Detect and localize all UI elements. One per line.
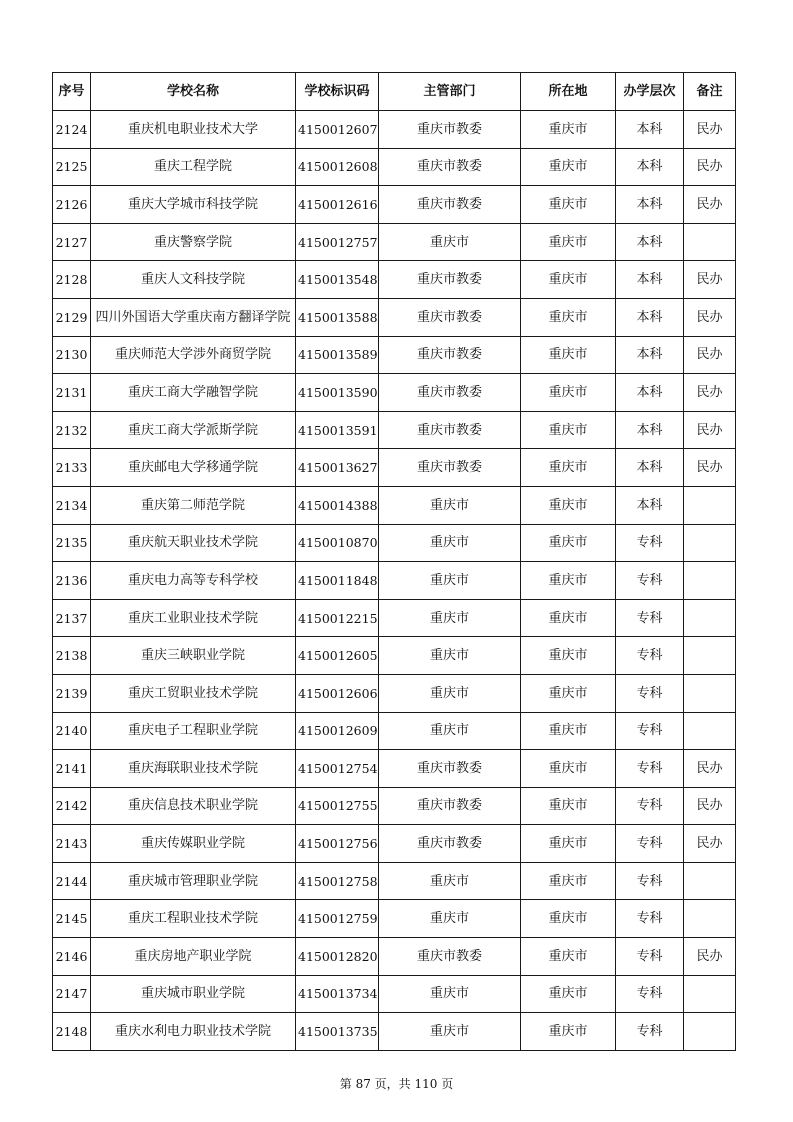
cell-note: 民办	[684, 411, 736, 449]
cell-note: 民办	[684, 148, 736, 186]
cell-school-name: 重庆城市职业学院	[91, 975, 296, 1013]
cell-school-code: 4150013590	[296, 374, 379, 412]
cell-note	[684, 562, 736, 600]
cell-location: 重庆市	[521, 637, 616, 675]
table-row	[53, 637, 736, 675]
cell-no: 2148	[53, 1013, 91, 1051]
header-school-code: 学校标识码	[296, 73, 379, 111]
cell-no: 2124	[53, 111, 91, 149]
cell-no: 2147	[53, 975, 91, 1013]
cell-location: 重庆市	[521, 524, 616, 562]
cell-school-code: 4150013589	[296, 336, 379, 374]
table-row	[53, 712, 736, 750]
cell-no: 2129	[53, 298, 91, 336]
cell-school-code: 4150013735	[296, 1013, 379, 1051]
cell-school-code: 4150012756	[296, 825, 379, 863]
cell-note: 民办	[684, 336, 736, 374]
cell-location: 重庆市	[521, 298, 616, 336]
cell-note	[684, 599, 736, 637]
cell-school-code: 4150012215	[296, 599, 379, 637]
table-row	[53, 186, 736, 224]
cell-school-code: 4150012605	[296, 637, 379, 675]
cell-level: 本科	[616, 186, 684, 224]
cell-department: 重庆市教委	[379, 261, 521, 299]
cell-no: 2127	[53, 223, 91, 261]
cell-level: 本科	[616, 261, 684, 299]
cell-level: 本科	[616, 374, 684, 412]
cell-school-name: 重庆信息技术职业学院	[91, 787, 296, 825]
cell-school-code: 4150012606	[296, 674, 379, 712]
table-row	[53, 223, 736, 261]
cell-level: 专科	[616, 674, 684, 712]
cell-department: 重庆市教委	[379, 111, 521, 149]
cell-note: 民办	[684, 186, 736, 224]
cell-location: 重庆市	[521, 223, 616, 261]
cell-no: 2142	[53, 787, 91, 825]
table-row	[53, 261, 736, 299]
cell-level: 专科	[616, 637, 684, 675]
cell-department: 重庆市	[379, 674, 521, 712]
cell-department: 重庆市	[379, 637, 521, 675]
cell-no: 2130	[53, 336, 91, 374]
cell-level: 本科	[616, 486, 684, 524]
cell-no: 2146	[53, 938, 91, 976]
cell-school-code: 4150012757	[296, 223, 379, 261]
cell-note	[684, 674, 736, 712]
cell-no: 2138	[53, 637, 91, 675]
table-row	[53, 674, 736, 712]
cell-school-name: 重庆人文科技学院	[91, 261, 296, 299]
table-row	[53, 411, 736, 449]
cell-department: 重庆市	[379, 862, 521, 900]
cell-location: 重庆市	[521, 186, 616, 224]
cell-level: 本科	[616, 148, 684, 186]
cell-school-name: 重庆工商大学派斯学院	[91, 411, 296, 449]
table-row	[53, 975, 736, 1013]
table-row	[53, 449, 736, 487]
cell-school-code: 4150012758	[296, 862, 379, 900]
cell-note: 民办	[684, 449, 736, 487]
cell-note	[684, 862, 736, 900]
cell-note: 民办	[684, 111, 736, 149]
cell-level: 专科	[616, 712, 684, 750]
cell-school-name: 重庆海联职业技术学院	[91, 750, 296, 788]
cell-school-code: 4150012759	[296, 900, 379, 938]
cell-no: 2132	[53, 411, 91, 449]
table-row	[53, 825, 736, 863]
cell-location: 重庆市	[521, 111, 616, 149]
cell-department: 重庆市	[379, 900, 521, 938]
table-row	[53, 787, 736, 825]
table-row	[53, 111, 736, 149]
table-row	[53, 750, 736, 788]
cell-school-code: 4150012754	[296, 750, 379, 788]
cell-location: 重庆市	[521, 712, 616, 750]
cell-school-code: 4150014388	[296, 486, 379, 524]
cell-school-code: 4150012755	[296, 787, 379, 825]
cell-department: 重庆市教委	[379, 298, 521, 336]
cell-department: 重庆市教委	[379, 449, 521, 487]
cell-school-code: 4150013548	[296, 261, 379, 299]
cell-school-code: 4150012616	[296, 186, 379, 224]
cell-level: 专科	[616, 562, 684, 600]
cell-school-name: 重庆工商大学融智学院	[91, 374, 296, 412]
cell-department: 重庆市	[379, 486, 521, 524]
cell-school-name: 重庆大学城市科技学院	[91, 186, 296, 224]
cell-department: 重庆市	[379, 599, 521, 637]
header-no: 序号	[53, 73, 91, 111]
cell-location: 重庆市	[521, 599, 616, 637]
cell-location: 重庆市	[521, 674, 616, 712]
cell-note	[684, 712, 736, 750]
cell-level: 专科	[616, 825, 684, 863]
cell-note	[684, 975, 736, 1013]
cell-department: 重庆市教委	[379, 336, 521, 374]
cell-note: 民办	[684, 374, 736, 412]
table-row	[53, 862, 736, 900]
header-level: 办学层次	[616, 73, 684, 111]
cell-school-name: 重庆第二师范学院	[91, 486, 296, 524]
cell-school-code: 4150011848	[296, 562, 379, 600]
table-row	[53, 148, 736, 186]
table-row	[53, 599, 736, 637]
cell-location: 重庆市	[521, 411, 616, 449]
cell-school-code: 4150012609	[296, 712, 379, 750]
header-note: 备注	[684, 73, 736, 111]
header-row	[53, 73, 736, 111]
cell-no: 2133	[53, 449, 91, 487]
cell-location: 重庆市	[521, 1013, 616, 1051]
table-row	[53, 562, 736, 600]
school-list-table	[52, 72, 736, 1051]
cell-level: 专科	[616, 938, 684, 976]
cell-location: 重庆市	[521, 862, 616, 900]
cell-school-code: 4150013627	[296, 449, 379, 487]
cell-department: 重庆市教委	[379, 750, 521, 788]
cell-no: 2125	[53, 148, 91, 186]
cell-department: 重庆市教委	[379, 186, 521, 224]
cell-location: 重庆市	[521, 750, 616, 788]
cell-level: 本科	[616, 336, 684, 374]
cell-school-name: 四川外国语大学重庆南方翻译学院	[91, 298, 296, 336]
cell-note: 民办	[684, 787, 736, 825]
header-school-name: 学校名称	[91, 73, 296, 111]
table-row	[53, 336, 736, 374]
cell-level: 本科	[616, 111, 684, 149]
cell-department: 重庆市	[379, 975, 521, 1013]
cell-location: 重庆市	[521, 374, 616, 412]
header-department: 主管部门	[379, 73, 521, 111]
cell-note	[684, 637, 736, 675]
cell-school-code: 4150013588	[296, 298, 379, 336]
cell-school-name: 重庆邮电大学移通学院	[91, 449, 296, 487]
cell-department: 重庆市	[379, 223, 521, 261]
cell-level: 专科	[616, 524, 684, 562]
cell-note	[684, 223, 736, 261]
table-row	[53, 1013, 736, 1051]
cell-location: 重庆市	[521, 938, 616, 976]
cell-location: 重庆市	[521, 900, 616, 938]
cell-level: 专科	[616, 975, 684, 1013]
cell-location: 重庆市	[521, 486, 616, 524]
cell-note	[684, 486, 736, 524]
cell-school-code: 4150013591	[296, 411, 379, 449]
cell-location: 重庆市	[521, 562, 616, 600]
cell-department: 重庆市	[379, 524, 521, 562]
table-body	[53, 111, 736, 1051]
cell-level: 专科	[616, 599, 684, 637]
cell-level: 专科	[616, 1013, 684, 1051]
cell-note: 民办	[684, 750, 736, 788]
cell-school-name: 重庆水利电力职业技术学院	[91, 1013, 296, 1051]
cell-note	[684, 524, 736, 562]
cell-no: 2143	[53, 825, 91, 863]
cell-department: 重庆市教委	[379, 148, 521, 186]
cell-department: 重庆市教委	[379, 787, 521, 825]
cell-department: 重庆市教委	[379, 825, 521, 863]
cell-department: 重庆市	[379, 712, 521, 750]
table-row	[53, 486, 736, 524]
cell-no: 2136	[53, 562, 91, 600]
cell-location: 重庆市	[521, 148, 616, 186]
cell-school-name: 重庆房地产职业学院	[91, 938, 296, 976]
cell-school-name: 重庆工程学院	[91, 148, 296, 186]
cell-level: 本科	[616, 223, 684, 261]
cell-school-name: 重庆师范大学涉外商贸学院	[91, 336, 296, 374]
cell-school-name: 重庆工贸职业技术学院	[91, 674, 296, 712]
cell-school-name: 重庆电子工程职业学院	[91, 712, 296, 750]
cell-school-name: 重庆城市管理职业学院	[91, 862, 296, 900]
cell-level: 专科	[616, 862, 684, 900]
cell-level: 本科	[616, 411, 684, 449]
header-location: 所在地	[521, 73, 616, 111]
cell-department: 重庆市教委	[379, 374, 521, 412]
cell-school-name: 重庆三峡职业学院	[91, 637, 296, 675]
cell-level: 专科	[616, 900, 684, 938]
cell-note: 民办	[684, 938, 736, 976]
cell-note: 民办	[684, 261, 736, 299]
cell-no: 2141	[53, 750, 91, 788]
cell-school-name: 重庆工业职业技术学院	[91, 599, 296, 637]
cell-no: 2135	[53, 524, 91, 562]
cell-no: 2128	[53, 261, 91, 299]
cell-note: 民办	[684, 825, 736, 863]
cell-school-code: 4150012608	[296, 148, 379, 186]
cell-no: 2137	[53, 599, 91, 637]
cell-note	[684, 900, 736, 938]
cell-level: 专科	[616, 787, 684, 825]
cell-location: 重庆市	[521, 336, 616, 374]
cell-no: 2134	[53, 486, 91, 524]
cell-location: 重庆市	[521, 825, 616, 863]
cell-no: 2140	[53, 712, 91, 750]
cell-no: 2139	[53, 674, 91, 712]
cell-school-name: 重庆电力高等专科学校	[91, 562, 296, 600]
table-row	[53, 524, 736, 562]
cell-note	[684, 1013, 736, 1051]
page-footer: 第 87 页，共 110 页	[339, 1077, 454, 1091]
cell-no: 2144	[53, 862, 91, 900]
cell-location: 重庆市	[521, 449, 616, 487]
cell-level: 本科	[616, 449, 684, 487]
cell-department: 重庆市教委	[379, 411, 521, 449]
table-row	[53, 298, 736, 336]
cell-school-name: 重庆机电职业技术大学	[91, 111, 296, 149]
cell-school-name: 重庆航天职业技术学院	[91, 524, 296, 562]
cell-department: 重庆市教委	[379, 938, 521, 976]
table-row	[53, 900, 736, 938]
cell-note: 民办	[684, 298, 736, 336]
cell-department: 重庆市	[379, 1013, 521, 1051]
cell-level: 本科	[616, 298, 684, 336]
cell-department: 重庆市	[379, 562, 521, 600]
cell-level: 专科	[616, 750, 684, 788]
cell-location: 重庆市	[521, 261, 616, 299]
table-row	[53, 938, 736, 976]
cell-school-code: 4150010870	[296, 524, 379, 562]
cell-school-name: 重庆工程职业技术学院	[91, 900, 296, 938]
cell-school-code: 4150013734	[296, 975, 379, 1013]
cell-school-name: 重庆传媒职业学院	[91, 825, 296, 863]
cell-school-code: 4150012820	[296, 938, 379, 976]
cell-no: 2131	[53, 374, 91, 412]
cell-no: 2126	[53, 186, 91, 224]
table-row	[53, 374, 736, 412]
cell-location: 重庆市	[521, 975, 616, 1013]
cell-school-name: 重庆警察学院	[91, 223, 296, 261]
cell-location: 重庆市	[521, 787, 616, 825]
cell-no: 2145	[53, 900, 91, 938]
cell-school-code: 4150012607	[296, 111, 379, 149]
